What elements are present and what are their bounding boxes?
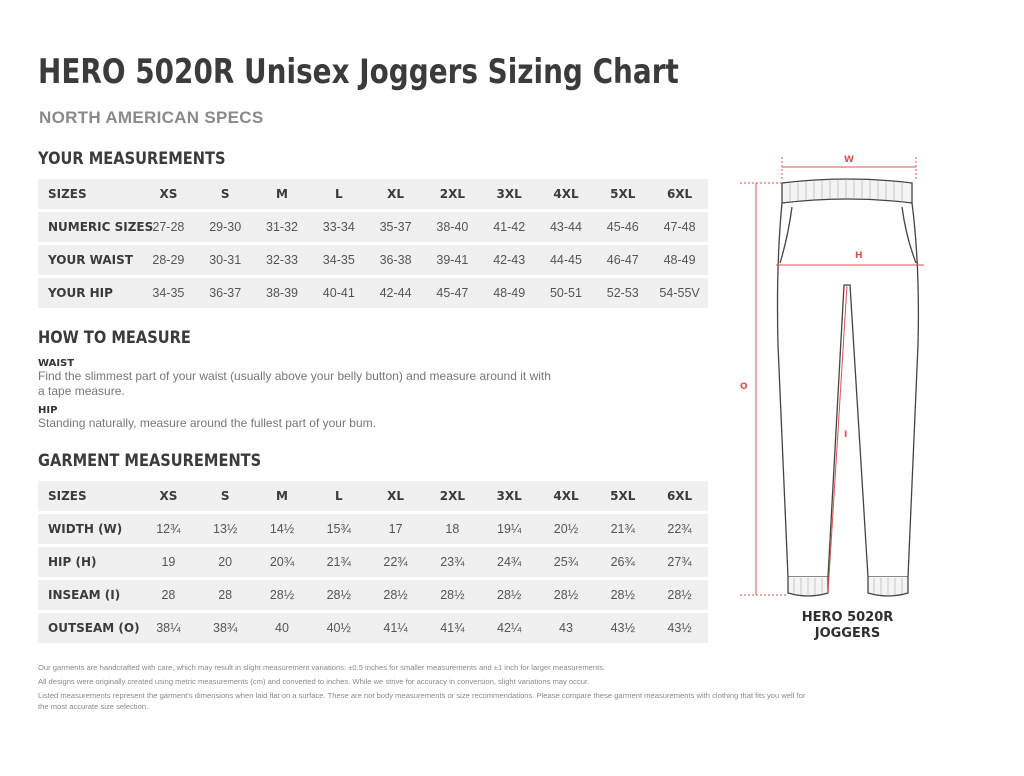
table-cell: 43 <box>538 613 595 643</box>
label-o: O <box>740 382 748 392</box>
table-cell: M <box>254 179 311 209</box>
table-cell: 38¾ <box>197 613 254 643</box>
table-cell: 28½ <box>254 580 311 610</box>
table-cell: 39-41 <box>424 245 481 275</box>
caption-line-1: HERO 5020R <box>801 610 894 625</box>
table-cell: 24¾ <box>481 547 538 577</box>
garment_measurements-row <box>38 580 708 610</box>
label-w: W <box>844 155 854 165</box>
table-cell: 45-47 <box>424 278 481 308</box>
your_measurements-header-row <box>38 179 708 209</box>
table-cell: 4XL <box>538 481 595 511</box>
table-cell: 6XL <box>651 179 708 209</box>
row-label: NUMERIC SIZES <box>38 212 140 242</box>
row-label: HIP (H) <box>38 547 140 577</box>
footnote: Listed measurements represent the garment's dimensions when laid flat on a surface. These are not body measurements or size recommendations. Please compare these garment measurements with clothing that fits you well for the most accurate size selection. <box>38 691 806 711</box>
garment_measurements-row <box>38 547 708 577</box>
label-i: I <box>844 430 848 440</box>
table-cell: 23¾ <box>424 547 481 577</box>
table-cell: 27¾ <box>651 547 708 577</box>
table-cell: 18 <box>424 514 481 544</box>
table-cell: 30-31 <box>197 245 254 275</box>
row-label: YOUR HIP <box>38 278 140 308</box>
your_measurements-row <box>38 278 708 308</box>
table-cell: 28-29 <box>140 245 197 275</box>
table-cell: M <box>254 481 311 511</box>
table-cell: 28½ <box>651 580 708 610</box>
table-cell: 22¾ <box>651 514 708 544</box>
table-cell: 28½ <box>310 580 367 610</box>
table-cell: 20½ <box>538 514 595 544</box>
table-cell: 40½ <box>310 613 367 643</box>
page-subtitle: NORTH AMERICAN SPECS <box>39 108 264 127</box>
table-cell: 4XL <box>538 179 595 209</box>
table-cell: 21¾ <box>594 514 651 544</box>
table-cell: 28½ <box>367 580 424 610</box>
table-cell: 32-33 <box>254 245 311 275</box>
table-cell: 28 <box>140 580 197 610</box>
table-cell: XS <box>140 481 197 511</box>
garment_measurements-header-row <box>38 481 708 511</box>
table-cell: 34-35 <box>310 245 367 275</box>
garment_measurements-row <box>38 514 708 544</box>
table-cell: 43½ <box>594 613 651 643</box>
table-cell: 42-43 <box>481 245 538 275</box>
row-label: OUTSEAM (O) <box>38 613 140 643</box>
table-cell: 15¾ <box>310 514 367 544</box>
table-cell: 38-39 <box>254 278 311 308</box>
row-label: SIZES <box>38 481 140 511</box>
waist-instructions: Find the slimmest part of your waist (usually above your belly button) and measure around it with a tape measure. <box>38 369 551 398</box>
table-cell: 41¼ <box>367 613 424 643</box>
table-cell: L <box>310 481 367 511</box>
table-cell: 5XL <box>594 481 651 511</box>
your-measurements-heading: YOUR MEASUREMENTS <box>38 149 226 169</box>
table-cell: 29-30 <box>197 212 254 242</box>
hip-instructions: Standing naturally, measure around the fullest part of your bum. <box>38 416 376 430</box>
table-cell: 14½ <box>254 514 311 544</box>
footnote: All designs were originally created using metric measurements (cm) and converted to inches. While we strive for accuracy in conversion, slight variations may occur. <box>38 677 590 686</box>
table-cell: 28 <box>197 580 254 610</box>
table-cell: 12¾ <box>140 514 197 544</box>
table-cell: 20 <box>197 547 254 577</box>
table-cell: 28½ <box>594 580 651 610</box>
table-cell: XS <box>140 179 197 209</box>
table-cell: 5XL <box>594 179 651 209</box>
table-cell: 42¼ <box>481 613 538 643</box>
table-cell: 48-49 <box>651 245 708 275</box>
table-cell: 2XL <box>424 179 481 209</box>
table-cell: 19¼ <box>481 514 538 544</box>
row-label: INSEAM (I) <box>38 580 140 610</box>
table-cell: 36-38 <box>367 245 424 275</box>
page-title: HERO 5020R Unisex Joggers Sizing Chart <box>38 52 679 92</box>
table-cell: 40 <box>254 613 311 643</box>
table-cell: 6XL <box>651 481 708 511</box>
table-cell: 17 <box>367 514 424 544</box>
table-cell: 43½ <box>651 613 708 643</box>
table-cell: XL <box>367 179 424 209</box>
table-cell: 28½ <box>424 580 481 610</box>
table-cell: 20¾ <box>254 547 311 577</box>
table-cell: S <box>197 481 254 511</box>
table-cell: 43-44 <box>538 212 595 242</box>
table-cell: 45-46 <box>594 212 651 242</box>
table-cell: 54-55V <box>651 278 708 308</box>
garment-measurements-table <box>38 478 708 646</box>
table-cell: 46-47 <box>594 245 651 275</box>
table-cell: 21¾ <box>310 547 367 577</box>
table-cell: 35-37 <box>367 212 424 242</box>
table-cell: 36-37 <box>197 278 254 308</box>
table-cell: 3XL <box>481 481 538 511</box>
table-cell: 38¼ <box>140 613 197 643</box>
joggers-diagram <box>730 145 970 605</box>
table-cell: 19 <box>140 547 197 577</box>
row-label: SIZES <box>38 179 140 209</box>
table-cell: 48-49 <box>481 278 538 308</box>
row-label: YOUR WAIST <box>38 245 140 275</box>
table-cell: 3XL <box>481 179 538 209</box>
table-cell: 22¾ <box>367 547 424 577</box>
table-cell: 13½ <box>197 514 254 544</box>
garment_measurements-row <box>38 613 708 643</box>
table-cell: XL <box>367 481 424 511</box>
row-label: WIDTH (W) <box>38 514 140 544</box>
table-cell: L <box>310 179 367 209</box>
table-cell: 44-45 <box>538 245 595 275</box>
your-measurements-table <box>38 176 708 311</box>
table-cell: 25¾ <box>538 547 595 577</box>
table-cell: 50-51 <box>538 278 595 308</box>
joggers-outline <box>778 179 919 596</box>
table-cell: 52-53 <box>594 278 651 308</box>
hip-label: HIP <box>38 405 58 416</box>
table-cell: 40-41 <box>310 278 367 308</box>
table-cell: 2XL <box>424 481 481 511</box>
your_measurements-row <box>38 245 708 275</box>
measurement-lines <box>740 157 924 595</box>
table-cell: 42-44 <box>367 278 424 308</box>
table-cell: 38-40 <box>424 212 481 242</box>
table-cell: 28½ <box>481 580 538 610</box>
diagram-caption <box>790 610 905 642</box>
table-cell: 41¾ <box>424 613 481 643</box>
how-to-measure-heading: HOW TO MEASURE <box>38 328 191 348</box>
garment-measurements-heading: GARMENT MEASUREMENTS <box>38 451 262 471</box>
label-h: H <box>855 251 863 261</box>
waist-label: WAIST <box>38 358 75 369</box>
table-cell: 31-32 <box>254 212 311 242</box>
footnotes <box>38 662 818 715</box>
how-to-measure-block <box>38 356 558 431</box>
table-cell: 41-42 <box>481 212 538 242</box>
table-cell: S <box>197 179 254 209</box>
table-cell: 26¾ <box>594 547 651 577</box>
table-cell: 27-28 <box>140 212 197 242</box>
table-cell: 28½ <box>538 580 595 610</box>
footnote: Our garments are handcrafted with care, which may result in slight measurement variations: ±0.5 inches for smaller measurements and ±1 inch for larger measurements. <box>38 663 606 672</box>
caption-line-2: JOGGERS <box>814 626 881 641</box>
your_measurements-row <box>38 212 708 242</box>
table-cell: 33-34 <box>310 212 367 242</box>
table-cell: 34-35 <box>140 278 197 308</box>
table-cell: 47-48 <box>651 212 708 242</box>
